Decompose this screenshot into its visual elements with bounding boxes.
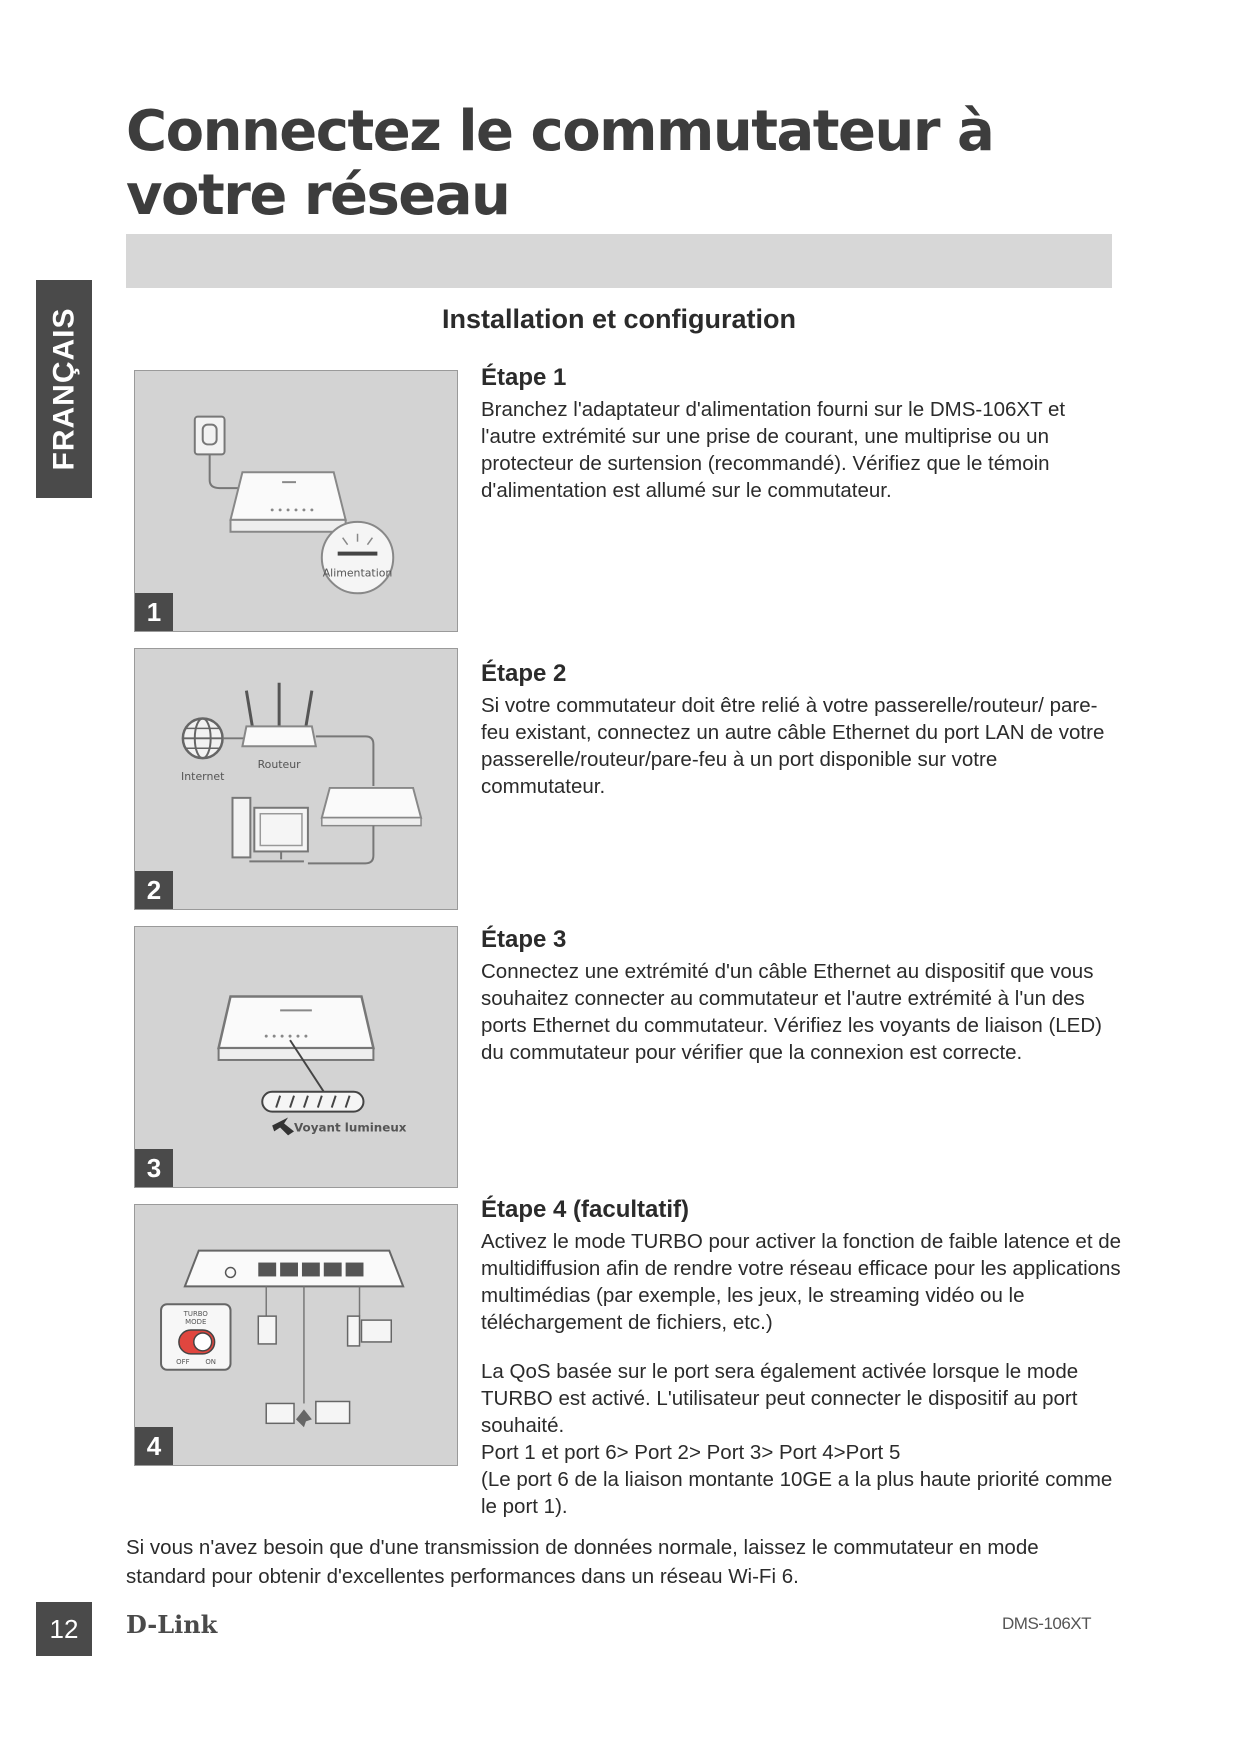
step-3-badge: 3 <box>135 1149 173 1187</box>
step-1-text <box>481 364 1121 504</box>
turbo-label: TURBO <box>183 1310 208 1319</box>
step-1-illustration <box>134 370 458 632</box>
power-setup-diagram <box>135 371 457 631</box>
step-2-badge: 2 <box>135 871 173 909</box>
on-label: ON <box>205 1357 216 1366</box>
power-led-callout <box>322 522 393 593</box>
nas-device-icon <box>258 1316 276 1344</box>
step-3-illustration <box>134 926 458 1188</box>
step-4-title: Étape 4 (facultatif) <box>481 1196 690 1223</box>
step-4-text <box>481 1196 1121 1520</box>
header-bar <box>126 234 1112 288</box>
language-tab <box>36 280 92 498</box>
switch-device-icon <box>322 788 421 818</box>
gamepad-icon <box>296 1409 312 1427</box>
laptop-icon <box>316 1401 350 1423</box>
power-label: Alimentation <box>322 566 393 580</box>
page-title: Connectez le commutateur à votre réseau <box>126 99 994 228</box>
step-3-text <box>481 926 1121 1066</box>
model-name: DMS-106XT <box>1002 1614 1092 1633</box>
pc-monitor-icon <box>361 1320 391 1342</box>
off-label: OFF <box>176 1357 190 1366</box>
switch-device-icon <box>219 996 374 1048</box>
brand-logo: D-Link <box>126 1610 218 1639</box>
section-title: Installation et configuration <box>441 304 796 334</box>
step-2-illustration <box>134 648 458 910</box>
turbo-mode-diagram <box>135 1205 457 1465</box>
mode-label: MODE <box>185 1318 207 1327</box>
internet-label: Internet <box>181 769 225 783</box>
router-setup-diagram <box>135 649 457 909</box>
step-4-uplink-note: (Le port 6 de la liaison montante 10GE a la plus haute priorité comme le port 1). <box>481 1468 1113 1518</box>
step-1-title: Étape 1 <box>481 364 567 391</box>
wall-outlet-icon <box>195 417 225 455</box>
language-tab-label: FRANÇAIS <box>47 307 80 471</box>
computer-tower-icon <box>232 798 250 858</box>
step-1-body: Branchez l'adaptateur d'alimentation fourni sur le DMS-106XT et l'autre extrémité sur une prise de courant, une multiprise ou un protecteur de surtension (recommandé). Vérifiez que le témoin d'alimentation est allumé sur le commutateur. <box>481 398 1066 502</box>
step-2-body: Si votre commutateur doit être relié à votre passerelle/routeur/ pare-feu existant, connectez un autre câble Ethernet du port LAN de votre passerelle/routeur/pare-feu à un port disponible sur votre commutateur. <box>481 694 1105 798</box>
step-4-badge: 4 <box>135 1427 173 1465</box>
router-icon <box>242 726 315 746</box>
router-antenna <box>246 691 252 727</box>
step-4-illustration <box>134 1204 458 1466</box>
step-2-text <box>481 660 1121 800</box>
step-4-body-2: La QoS basée sur le port sera également activée lorsque le mode TURBO est activé. L'utilisateur peut connecter le dispositif au port souhaité. <box>481 1360 1079 1437</box>
step-2-title: Étape 2 <box>481 660 567 687</box>
pc-tower-icon <box>348 1316 360 1346</box>
closing-note: Si vous n'avez besoin que d'une transmission de données normale, laissez le commutateur en mode standard pour obtenir d'excellentes performances dans un réseau Wi-Fi 6. <box>126 1536 1039 1588</box>
router-label: Routeur <box>257 758 301 772</box>
step-1-badge: 1 <box>135 593 173 631</box>
page-number: 12 <box>36 1602 92 1656</box>
led-label: Voyant lumineux <box>294 1120 407 1135</box>
switch-device-icon <box>231 472 346 520</box>
step-4-body-1: Activez le mode TURBO pour activer la fonction de faible latence et de multidiffusion afin de rendre votre réseau efficace pour les applications multimédias (par exemple, les jeux, le streaming vidéo ou le téléchargement de fichiers, etc.) <box>481 1230 1122 1334</box>
led-check-diagram <box>135 927 457 1187</box>
pointer-arrow-icon <box>272 1118 294 1136</box>
tv-icon <box>266 1403 294 1423</box>
step-3-body: Connectez une extrémité d'un câble Ethernet au dispositif que vous souhaitez connecter au commutateur et l'autre extrémité à l'un des ports Ethernet du commutateur. Vérifiez les voyants de liaison (LED) du commutateur pour vérifier que la connexion est correcte. <box>481 960 1102 1064</box>
step-3-title: Étape 3 <box>481 926 567 953</box>
step-4-port-priority: Port 1 et port 6> Port 2> Port 3> Port 4>Port 5 <box>481 1441 901 1464</box>
